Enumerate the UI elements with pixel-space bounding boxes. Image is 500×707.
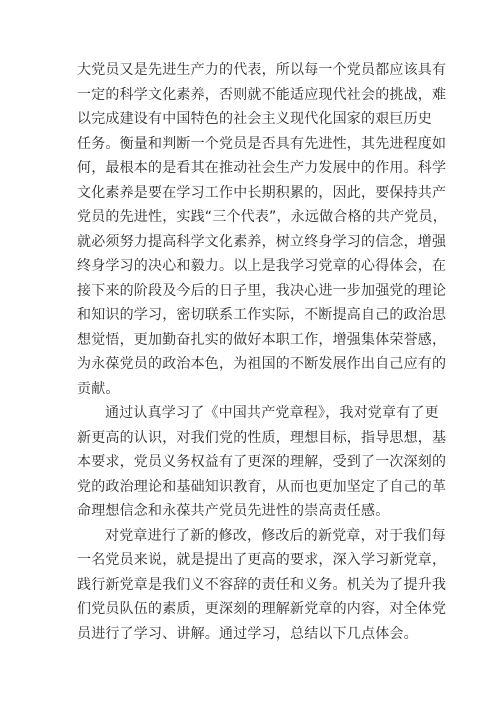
text-line: 党的政治理论和基础知识教育，从而也更加坚定了自己的革	[77, 478, 447, 495]
text-line: 对党章进行了新的修改，修改后的新党章，对于我们每	[105, 527, 446, 544]
text-line: 文化素养是要在学习工作中长期积累的，因此，要保持共产	[77, 184, 447, 201]
text-line: 员进行了学习、讲解。通过学习，总结以下几点体会。	[77, 625, 418, 642]
paragraph-2	[77, 401, 447, 524]
text-line: 想觉悟，更加勤奋扎实的做好本职工作，增强集体荣誉感，	[77, 331, 447, 348]
text-line: 任务。衡量和判断一个党员是否具有先进性，其先进程度如	[77, 135, 447, 152]
text-line: 本要求，党员义务权益有了更深的理解，受到了一次深刻的	[77, 454, 447, 470]
text-line: 贡献。	[77, 380, 120, 397]
text-line: 通过认真学习了《中国共产党章程》，我对党章有了更	[105, 405, 439, 421]
text-line: 一名党员来说，就是提出了更高的要求，深入学习新党章，	[77, 552, 447, 568]
text-line: 为永葆党员的政治本色，为祖国的不断发展作出自己应有的	[77, 356, 447, 372]
text-line: 一定的科学文化素养，否则就不能适应现代社会的挑战，难	[77, 86, 447, 103]
text-line: 何，最根本的是看其在推动社会生产力发展中的作用。科学	[77, 160, 447, 176]
text-line: 和知识的学习，密切联系工作实际，不断提高自己的政治思	[77, 307, 447, 323]
text-line: 党员的先进性，实践“三个代表”，永远做合格的共产党员，	[77, 209, 447, 225]
text-line: 终身学习的决心和毅力。以上是我学习党章的心得体会，在	[77, 258, 447, 274]
text-line: 们党员队伍的素质，更深刻的理解新党章的内容，对全体党	[77, 601, 447, 617]
document-body	[77, 58, 447, 646]
text-line: 践行新党章是我们义不容辞的责任和义务。机关为了提升我	[77, 576, 447, 593]
text-line: 以完成建设有中国特色的社会主义现代化国家的艰巨历史	[77, 111, 432, 127]
paragraph-3	[77, 524, 447, 647]
text-line: 新更高的认识，对我们党的性质，理想目标，指导思想，基	[77, 429, 447, 446]
text-line: 大党员又是先进生产力的代表，所以每一个党员都应该具有	[77, 62, 447, 78]
text-line: 接下来的阶段及今后的日子里，我决心进一步加强党的理论	[77, 282, 447, 299]
paragraph-1	[77, 58, 447, 401]
text-line: 命理想信念和永葆共产党员先进性的崇高责任感。	[77, 503, 390, 519]
text-line: 就必须努力提高科学文化素养，树立终身学习的信念，增强	[77, 233, 447, 250]
